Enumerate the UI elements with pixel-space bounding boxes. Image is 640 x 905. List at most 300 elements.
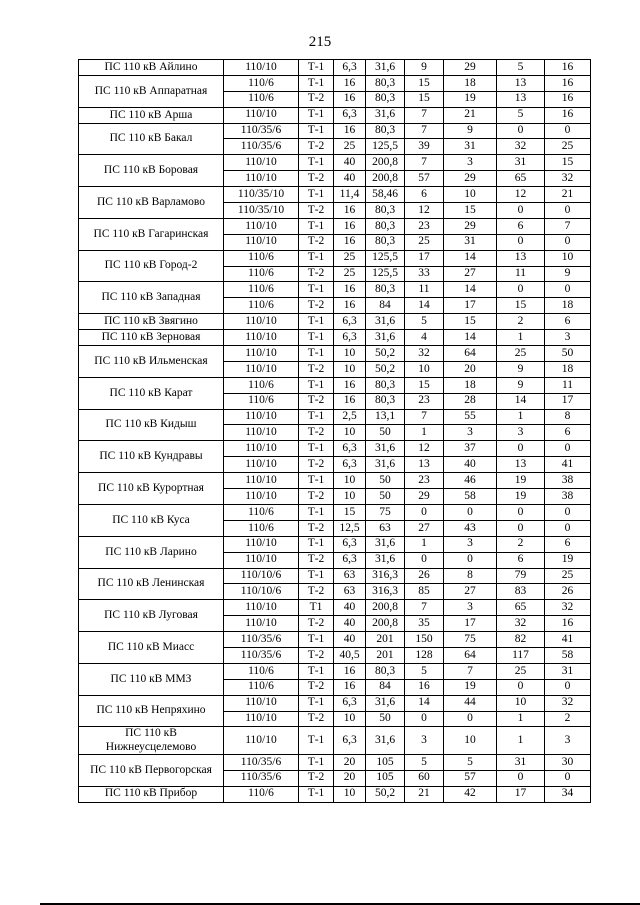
voltage-cell: 110/35/10 bbox=[224, 203, 299, 219]
load-a-pct-cell: 21 bbox=[444, 107, 497, 123]
load-a-cell: 7 bbox=[405, 600, 444, 616]
current-cell: 125,5 bbox=[366, 250, 405, 266]
load-b-cell: 0 bbox=[497, 123, 545, 139]
substation-name-cell: ПС 110 кВ Город-2 bbox=[79, 250, 224, 282]
substation-name-cell: ПС 110 кВ Айлино bbox=[79, 60, 224, 76]
power-cell: 10 bbox=[334, 473, 366, 489]
table-row bbox=[79, 314, 591, 330]
load-a-pct-cell: 27 bbox=[444, 584, 497, 600]
current-cell: 50 bbox=[366, 489, 405, 505]
load-a-cell: 26 bbox=[405, 568, 444, 584]
load-b-pct-cell: 50 bbox=[545, 346, 591, 362]
table-row bbox=[79, 330, 591, 346]
voltage-cell: 110/10 bbox=[224, 600, 299, 616]
power-cell: 16 bbox=[334, 298, 366, 314]
load-b-pct-cell: 34 bbox=[545, 786, 591, 802]
load-b-cell: 25 bbox=[497, 663, 545, 679]
load-b-cell: 83 bbox=[497, 584, 545, 600]
load-b-cell: 0 bbox=[497, 203, 545, 219]
load-b-cell: 32 bbox=[497, 616, 545, 632]
power-cell: 6,3 bbox=[334, 60, 366, 76]
load-b-pct-cell: 0 bbox=[545, 679, 591, 695]
load-b-cell: 0 bbox=[497, 234, 545, 250]
load-a-pct-cell: 17 bbox=[444, 298, 497, 314]
current-cell: 80,3 bbox=[366, 393, 405, 409]
substation-name-cell: ПС 110 кВ Кидыш bbox=[79, 409, 224, 441]
transformer-cell: Т-2 bbox=[299, 457, 334, 473]
power-cell: 40 bbox=[334, 171, 366, 187]
current-cell: 125,5 bbox=[366, 266, 405, 282]
load-b-cell: 5 bbox=[497, 60, 545, 76]
page-number: 215 bbox=[308, 34, 332, 50]
power-cell: 63 bbox=[334, 584, 366, 600]
transformer-cell: Т-1 bbox=[299, 473, 334, 489]
load-b-cell: 13 bbox=[497, 250, 545, 266]
power-cell: 6,3 bbox=[334, 457, 366, 473]
substation-name-cell: ПС 110 кВ Прибор bbox=[79, 786, 224, 802]
table-row bbox=[79, 107, 591, 123]
voltage-cell: 110/6 bbox=[224, 282, 299, 298]
table-row bbox=[79, 727, 591, 754]
voltage-cell: 110/6 bbox=[224, 504, 299, 520]
transformer-cell: Т-2 bbox=[299, 647, 334, 663]
load-b-cell: 25 bbox=[497, 346, 545, 362]
load-a-pct-cell: 42 bbox=[444, 786, 497, 802]
load-a-cell: 0 bbox=[405, 711, 444, 727]
voltage-cell: 110/10 bbox=[224, 346, 299, 362]
current-cell: 200,8 bbox=[366, 155, 405, 171]
transformer-cell: Т-1 bbox=[299, 663, 334, 679]
load-b-pct-cell: 41 bbox=[545, 457, 591, 473]
current-cell: 316,3 bbox=[366, 568, 405, 584]
current-cell: 50,2 bbox=[366, 361, 405, 377]
current-cell: 316,3 bbox=[366, 584, 405, 600]
power-cell: 6,3 bbox=[334, 727, 366, 754]
load-a-pct-cell: 57 bbox=[444, 770, 497, 786]
load-b-cell: 31 bbox=[497, 754, 545, 770]
transformer-cell: Т-2 bbox=[299, 234, 334, 250]
voltage-cell: 110/10/6 bbox=[224, 584, 299, 600]
substation-name-cell: ПС 110 кВ Нижнеусцелемово bbox=[79, 727, 224, 754]
substation-name-cell: ПС 110 кВ Западная bbox=[79, 282, 224, 314]
power-cell: 20 bbox=[334, 770, 366, 786]
load-b-cell: 0 bbox=[497, 520, 545, 536]
load-b-cell: 15 bbox=[497, 298, 545, 314]
load-a-pct-cell: 17 bbox=[444, 616, 497, 632]
transformer-cell: Т-1 bbox=[299, 536, 334, 552]
table-row bbox=[79, 409, 591, 425]
load-b-pct-cell: 30 bbox=[545, 754, 591, 770]
current-cell: 84 bbox=[366, 679, 405, 695]
load-a-pct-cell: 29 bbox=[444, 218, 497, 234]
power-cell: 25 bbox=[334, 266, 366, 282]
load-b-cell: 0 bbox=[497, 441, 545, 457]
transformer-cell: Т-2 bbox=[299, 520, 334, 536]
load-b-cell: 19 bbox=[497, 473, 545, 489]
power-cell: 16 bbox=[334, 679, 366, 695]
voltage-cell: 110/10 bbox=[224, 441, 299, 457]
current-cell: 80,3 bbox=[366, 282, 405, 298]
load-b-pct-cell: 18 bbox=[545, 361, 591, 377]
load-b-cell: 17 bbox=[497, 786, 545, 802]
load-b-cell: 5 bbox=[497, 107, 545, 123]
load-a-cell: 6 bbox=[405, 187, 444, 203]
load-a-cell: 12 bbox=[405, 441, 444, 457]
load-a-cell: 23 bbox=[405, 218, 444, 234]
load-a-pct-cell: 19 bbox=[444, 679, 497, 695]
load-a-pct-cell: 27 bbox=[444, 266, 497, 282]
voltage-cell: 110/10 bbox=[224, 727, 299, 754]
load-a-cell: 5 bbox=[405, 314, 444, 330]
power-cell: 2,5 bbox=[334, 409, 366, 425]
load-a-pct-cell: 44 bbox=[444, 695, 497, 711]
load-a-cell: 85 bbox=[405, 584, 444, 600]
load-a-cell: 1 bbox=[405, 425, 444, 441]
voltage-cell: 110/35/6 bbox=[224, 139, 299, 155]
load-a-pct-cell: 8 bbox=[444, 568, 497, 584]
transformer-cell: Т-2 bbox=[299, 171, 334, 187]
load-b-pct-cell: 0 bbox=[545, 123, 591, 139]
table-row bbox=[79, 473, 591, 489]
table-row bbox=[79, 187, 591, 203]
load-b-cell: 2 bbox=[497, 536, 545, 552]
load-a-pct-cell: 0 bbox=[444, 552, 497, 568]
transformer-cell: Т-2 bbox=[299, 489, 334, 505]
load-b-cell: 14 bbox=[497, 393, 545, 409]
load-a-pct-cell: 64 bbox=[444, 647, 497, 663]
voltage-cell: 110/10 bbox=[224, 218, 299, 234]
load-a-pct-cell: 18 bbox=[444, 377, 497, 393]
load-a-pct-cell: 55 bbox=[444, 409, 497, 425]
load-b-pct-cell: 21 bbox=[545, 187, 591, 203]
transformer-cell: Т-1 bbox=[299, 504, 334, 520]
transformer-cell: Т-2 bbox=[299, 552, 334, 568]
load-a-pct-cell: 15 bbox=[444, 314, 497, 330]
power-cell: 40 bbox=[334, 616, 366, 632]
load-b-cell: 0 bbox=[497, 770, 545, 786]
transformer-cell: Т-2 bbox=[299, 361, 334, 377]
load-b-cell: 9 bbox=[497, 377, 545, 393]
power-cell: 40 bbox=[334, 600, 366, 616]
load-b-pct-cell: 0 bbox=[545, 203, 591, 219]
substation-name-cell: ПС 110 кВ ММЗ bbox=[79, 663, 224, 695]
load-b-pct-cell: 32 bbox=[545, 695, 591, 711]
transformer-cell: Т-1 bbox=[299, 377, 334, 393]
load-b-pct-cell: 38 bbox=[545, 489, 591, 505]
load-a-cell: 5 bbox=[405, 663, 444, 679]
load-a-cell: 23 bbox=[405, 393, 444, 409]
voltage-cell: 110/6 bbox=[224, 377, 299, 393]
load-a-pct-cell: 29 bbox=[444, 171, 497, 187]
load-b-cell: 117 bbox=[497, 647, 545, 663]
substation-name-cell: ПС 110 кВ Луговая bbox=[79, 600, 224, 632]
transformer-cell: Т-1 bbox=[299, 632, 334, 648]
load-b-pct-cell: 32 bbox=[545, 171, 591, 187]
power-cell: 40 bbox=[334, 155, 366, 171]
substation-name-cell: ПС 110 кВ Аппаратная bbox=[79, 75, 224, 107]
transformer-cell: Т-2 bbox=[299, 425, 334, 441]
load-b-cell: 65 bbox=[497, 600, 545, 616]
voltage-cell: 110/6 bbox=[224, 250, 299, 266]
load-a-pct-cell: 28 bbox=[444, 393, 497, 409]
current-cell: 80,3 bbox=[366, 75, 405, 91]
transformer-cell: Т-2 bbox=[299, 393, 334, 409]
current-cell: 201 bbox=[366, 647, 405, 663]
load-b-cell: 9 bbox=[497, 361, 545, 377]
substation-name-cell: ПС 110 кВ Ленинская bbox=[79, 568, 224, 600]
current-cell: 105 bbox=[366, 770, 405, 786]
power-cell: 10 bbox=[334, 361, 366, 377]
load-a-pct-cell: 31 bbox=[444, 139, 497, 155]
power-cell: 40 bbox=[334, 632, 366, 648]
load-a-pct-cell: 0 bbox=[444, 711, 497, 727]
current-cell: 31,6 bbox=[366, 727, 405, 754]
current-cell: 58,46 bbox=[366, 187, 405, 203]
power-cell: 25 bbox=[334, 250, 366, 266]
voltage-cell: 110/6 bbox=[224, 393, 299, 409]
transformer-cell: Т-1 bbox=[299, 250, 334, 266]
current-cell: 80,3 bbox=[366, 91, 405, 107]
transformer-cell: Т-1 bbox=[299, 441, 334, 457]
voltage-cell: 110/35/6 bbox=[224, 632, 299, 648]
load-b-pct-cell: 0 bbox=[545, 282, 591, 298]
table-row bbox=[79, 282, 591, 298]
current-cell: 200,8 bbox=[366, 600, 405, 616]
load-b-pct-cell: 19 bbox=[545, 552, 591, 568]
power-cell: 12,5 bbox=[334, 520, 366, 536]
load-a-pct-cell: 43 bbox=[444, 520, 497, 536]
substation-name-cell: ПС 110 кВ Бакал bbox=[79, 123, 224, 155]
load-a-cell: 57 bbox=[405, 171, 444, 187]
voltage-cell: 110/6 bbox=[224, 75, 299, 91]
load-b-pct-cell: 15 bbox=[545, 155, 591, 171]
load-a-pct-cell: 14 bbox=[444, 250, 497, 266]
table-row bbox=[79, 632, 591, 648]
transformer-cell: Т-1 bbox=[299, 155, 334, 171]
table-row bbox=[79, 346, 591, 362]
substation-name-cell: ПС 110 кВ Зерновая bbox=[79, 330, 224, 346]
load-b-cell: 32 bbox=[497, 139, 545, 155]
transformer-cell: Т-2 bbox=[299, 266, 334, 282]
table-row bbox=[79, 600, 591, 616]
load-b-pct-cell: 0 bbox=[545, 520, 591, 536]
power-cell: 16 bbox=[334, 377, 366, 393]
voltage-cell: 110/10 bbox=[224, 330, 299, 346]
load-a-cell: 4 bbox=[405, 330, 444, 346]
load-a-cell: 15 bbox=[405, 91, 444, 107]
voltage-cell: 110/10 bbox=[224, 536, 299, 552]
voltage-cell: 110/35/6 bbox=[224, 123, 299, 139]
substation-name-cell: ПС 110 кВ Карат bbox=[79, 377, 224, 409]
load-a-cell: 7 bbox=[405, 123, 444, 139]
transformer-cell: Т-1 bbox=[299, 218, 334, 234]
load-a-pct-cell: 3 bbox=[444, 425, 497, 441]
table-row bbox=[79, 568, 591, 584]
voltage-cell: 110/10 bbox=[224, 361, 299, 377]
current-cell: 75 bbox=[366, 504, 405, 520]
power-cell: 20 bbox=[334, 754, 366, 770]
load-b-pct-cell: 11 bbox=[545, 377, 591, 393]
voltage-cell: 110/10 bbox=[224, 234, 299, 250]
voltage-cell: 110/6 bbox=[224, 520, 299, 536]
transformer-cell: Т-1 bbox=[299, 727, 334, 754]
load-b-pct-cell: 26 bbox=[545, 584, 591, 600]
load-b-cell: 13 bbox=[497, 75, 545, 91]
load-b-cell: 1 bbox=[497, 409, 545, 425]
voltage-cell: 110/10 bbox=[224, 489, 299, 505]
table-row bbox=[79, 250, 591, 266]
power-cell: 10 bbox=[334, 425, 366, 441]
load-b-pct-cell: 31 bbox=[545, 663, 591, 679]
voltage-cell: 110/10 bbox=[224, 457, 299, 473]
transformer-cell: Т-2 bbox=[299, 679, 334, 695]
load-b-cell: 2 bbox=[497, 314, 545, 330]
power-cell: 6,3 bbox=[334, 330, 366, 346]
table-row bbox=[79, 695, 591, 711]
power-cell: 6,3 bbox=[334, 536, 366, 552]
load-a-pct-cell: 75 bbox=[444, 632, 497, 648]
load-a-pct-cell: 5 bbox=[444, 754, 497, 770]
load-a-pct-cell: 3 bbox=[444, 600, 497, 616]
load-a-cell: 9 bbox=[405, 60, 444, 76]
power-cell: 16 bbox=[334, 393, 366, 409]
transformer-cell: Т-2 bbox=[299, 616, 334, 632]
current-cell: 200,8 bbox=[366, 171, 405, 187]
load-b-pct-cell: 3 bbox=[545, 727, 591, 754]
voltage-cell: 110/10 bbox=[224, 314, 299, 330]
load-a-pct-cell: 18 bbox=[444, 75, 497, 91]
table-row bbox=[79, 123, 591, 139]
power-cell: 10 bbox=[334, 489, 366, 505]
transformer-cell: Т-1 bbox=[299, 346, 334, 362]
load-a-cell: 0 bbox=[405, 504, 444, 520]
load-a-pct-cell: 7 bbox=[444, 663, 497, 679]
transformer-cell: Т-2 bbox=[299, 203, 334, 219]
load-a-cell: 128 bbox=[405, 647, 444, 663]
load-a-cell: 15 bbox=[405, 377, 444, 393]
current-cell: 200,8 bbox=[366, 616, 405, 632]
load-a-cell: 3 bbox=[405, 727, 444, 754]
load-b-pct-cell: 0 bbox=[545, 234, 591, 250]
load-b-cell: 0 bbox=[497, 282, 545, 298]
load-b-pct-cell: 16 bbox=[545, 91, 591, 107]
voltage-cell: 110/10/6 bbox=[224, 568, 299, 584]
power-cell: 6,3 bbox=[334, 441, 366, 457]
substation-name-cell: ПС 110 кВ Курортная bbox=[79, 473, 224, 505]
load-a-pct-cell: 19 bbox=[444, 91, 497, 107]
load-b-pct-cell: 41 bbox=[545, 632, 591, 648]
voltage-cell: 110/10 bbox=[224, 60, 299, 76]
substation-name-cell: ПС 110 кВ Кундравы bbox=[79, 441, 224, 473]
voltage-cell: 110/35/10 bbox=[224, 187, 299, 203]
transformer-cell: Т-1 bbox=[299, 409, 334, 425]
load-b-cell: 12 bbox=[497, 187, 545, 203]
voltage-cell: 110/10 bbox=[224, 552, 299, 568]
power-cell: 16 bbox=[334, 203, 366, 219]
power-cell: 16 bbox=[334, 91, 366, 107]
load-b-pct-cell: 6 bbox=[545, 536, 591, 552]
transformer-cell: Т-1 bbox=[299, 786, 334, 802]
load-b-pct-cell: 7 bbox=[545, 218, 591, 234]
transformer-cell: Т-1 bbox=[299, 314, 334, 330]
load-a-cell: 13 bbox=[405, 457, 444, 473]
table-row bbox=[79, 75, 591, 91]
current-cell: 31,6 bbox=[366, 695, 405, 711]
voltage-cell: 110/10 bbox=[224, 171, 299, 187]
load-a-cell: 150 bbox=[405, 632, 444, 648]
power-cell: 6,3 bbox=[334, 552, 366, 568]
transformer-cell: Т1 bbox=[299, 600, 334, 616]
table-row bbox=[79, 218, 591, 234]
current-cell: 80,3 bbox=[366, 377, 405, 393]
table-row bbox=[79, 754, 591, 770]
load-b-cell: 19 bbox=[497, 489, 545, 505]
current-cell: 80,3 bbox=[366, 203, 405, 219]
power-cell: 6,3 bbox=[334, 695, 366, 711]
load-b-pct-cell: 2 bbox=[545, 711, 591, 727]
substation-name-cell: ПС 110 кВ Ларино bbox=[79, 536, 224, 568]
substation-name-cell: ПС 110 кВ Куса bbox=[79, 504, 224, 536]
load-a-pct-cell: 29 bbox=[444, 60, 497, 76]
transformer-cell: Т-1 bbox=[299, 568, 334, 584]
voltage-cell: 110/10 bbox=[224, 155, 299, 171]
load-a-cell: 39 bbox=[405, 139, 444, 155]
load-a-cell: 0 bbox=[405, 552, 444, 568]
transformer-cell: Т-1 bbox=[299, 123, 334, 139]
load-a-cell: 14 bbox=[405, 298, 444, 314]
transformer-cell: Т-1 bbox=[299, 107, 334, 123]
power-cell: 10 bbox=[334, 786, 366, 802]
load-b-cell: 1 bbox=[497, 711, 545, 727]
load-a-pct-cell: 40 bbox=[444, 457, 497, 473]
load-b-pct-cell: 16 bbox=[545, 75, 591, 91]
transformer-cell: Т-1 bbox=[299, 282, 334, 298]
load-b-pct-cell: 25 bbox=[545, 139, 591, 155]
load-a-cell: 21 bbox=[405, 786, 444, 802]
load-a-pct-cell: 15 bbox=[444, 203, 497, 219]
load-b-pct-cell: 0 bbox=[545, 441, 591, 457]
current-cell: 80,3 bbox=[366, 234, 405, 250]
table-row bbox=[79, 155, 591, 171]
voltage-cell: 110/10 bbox=[224, 695, 299, 711]
load-a-pct-cell: 58 bbox=[444, 489, 497, 505]
load-a-cell: 14 bbox=[405, 695, 444, 711]
current-cell: 31,6 bbox=[366, 107, 405, 123]
load-b-cell: 65 bbox=[497, 171, 545, 187]
power-cell: 16 bbox=[334, 282, 366, 298]
load-b-cell: 0 bbox=[497, 504, 545, 520]
voltage-cell: 110/6 bbox=[224, 91, 299, 107]
load-a-cell: 33 bbox=[405, 266, 444, 282]
power-cell: 10 bbox=[334, 711, 366, 727]
load-b-pct-cell: 8 bbox=[545, 409, 591, 425]
table-row bbox=[79, 60, 591, 76]
load-a-pct-cell: 20 bbox=[444, 361, 497, 377]
load-a-pct-cell: 10 bbox=[444, 187, 497, 203]
current-cell: 31,6 bbox=[366, 552, 405, 568]
voltage-cell: 110/35/6 bbox=[224, 647, 299, 663]
power-cell: 16 bbox=[334, 123, 366, 139]
load-b-pct-cell: 10 bbox=[545, 250, 591, 266]
load-a-cell: 25 bbox=[405, 234, 444, 250]
substation-name-cell: ПС 110 кВ Первогорская bbox=[79, 754, 224, 786]
power-cell: 10 bbox=[334, 346, 366, 362]
voltage-cell: 110/10 bbox=[224, 409, 299, 425]
load-a-pct-cell: 3 bbox=[444, 155, 497, 171]
load-b-pct-cell: 16 bbox=[545, 616, 591, 632]
load-a-cell: 32 bbox=[405, 346, 444, 362]
power-cell: 15 bbox=[334, 504, 366, 520]
